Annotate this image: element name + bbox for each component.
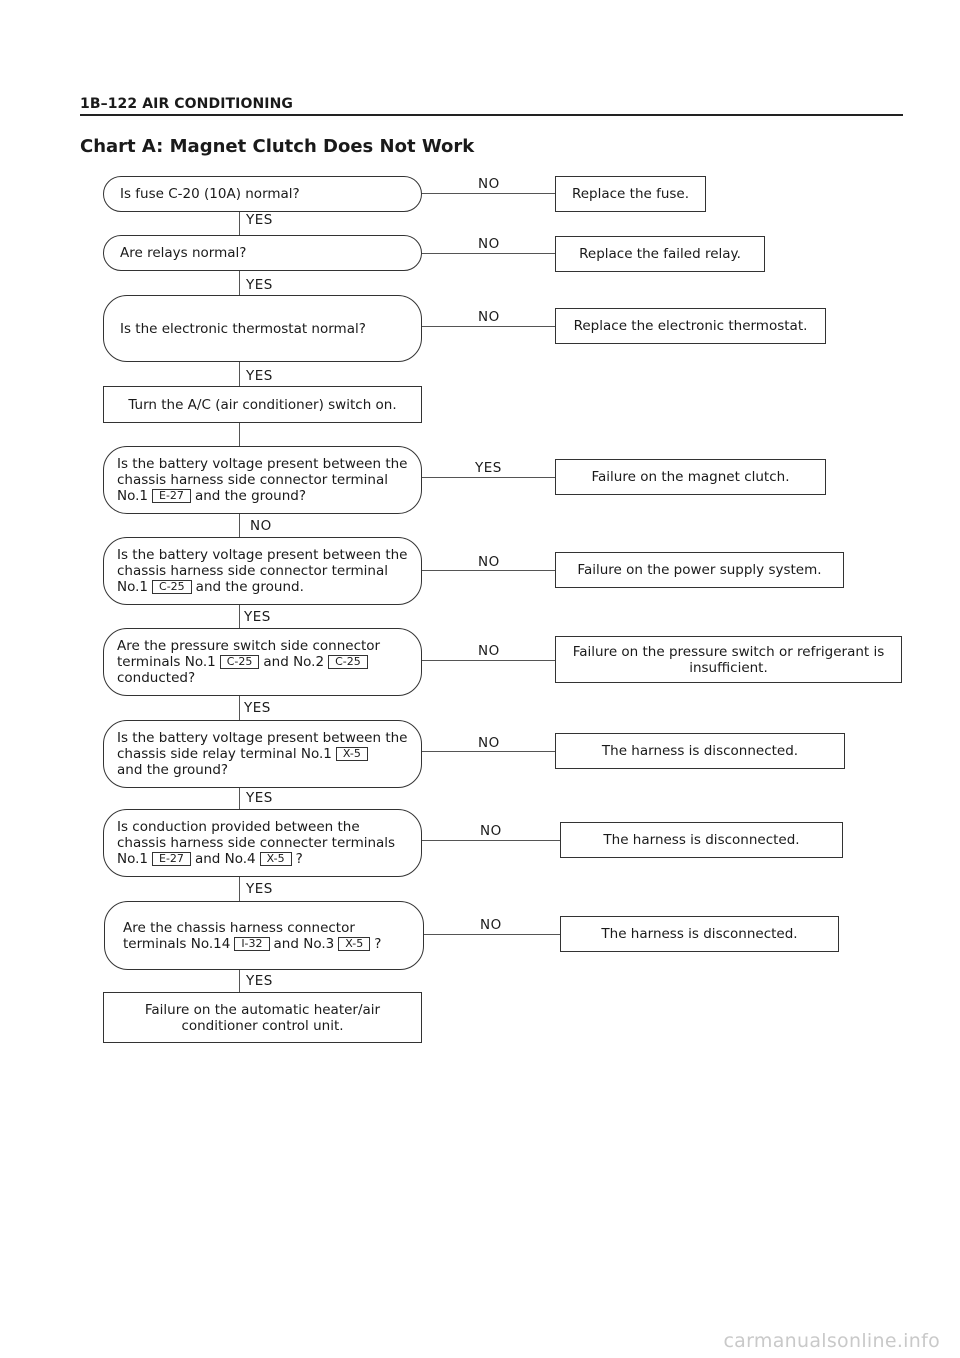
question-relays-normal: Are relays normal? — [103, 235, 422, 271]
connector-h6 — [421, 570, 556, 571]
branch-label-yes-7: YES — [244, 700, 271, 716]
connector-code-x5-b: X-5 — [260, 852, 292, 866]
branch-label-yes-10: YES — [246, 973, 273, 989]
connector-code-c25-a: C-25 — [220, 655, 260, 669]
q9-line1: Is conduction provided between the — [117, 819, 360, 835]
connector-h8 — [421, 751, 556, 752]
question-voltage-e27 — [103, 446, 422, 514]
q7-line1: Are the pressure switch side connector — [117, 638, 381, 654]
question-pressure-switch — [103, 628, 422, 696]
connector-v3 — [239, 361, 240, 387]
branch-label-no-2: NO — [478, 236, 500, 252]
connector-h2 — [421, 253, 556, 254]
q8-line2a: chassis side relay terminal No.1 — [117, 746, 332, 762]
q6-line3b: and the ground. — [195, 579, 304, 595]
action-harness-disconnected-2: The harness is disconnected. — [560, 822, 843, 858]
q5-line3b: and the ground? — [194, 488, 307, 504]
header-rule — [80, 114, 903, 116]
q6-line1: Is the battery voltage present between the — [117, 547, 408, 563]
branch-label-no-5: NO — [250, 518, 272, 534]
question-conduction-e27-x5 — [103, 809, 422, 877]
connector-h3 — [421, 326, 556, 327]
q8-line3: and the ground? — [117, 762, 229, 778]
connector-code-c25: C-25 — [152, 580, 192, 594]
q5-line1: Is the battery voltage present between the — [117, 456, 408, 472]
connector-code-x5-c: X-5 — [338, 937, 370, 951]
q10-line2a: terminals No.14 — [123, 935, 231, 952]
action-replace-relay: Replace the failed relay. — [555, 236, 765, 272]
connector-v8 — [239, 787, 240, 810]
q9-line2: chassis harness side connecter terminals — [117, 835, 396, 851]
connector-v7 — [239, 695, 240, 721]
q6-line3a: No.1 — [117, 579, 149, 595]
q9-line3a: No.1 — [117, 851, 149, 867]
branch-label-no-8: NO — [478, 735, 500, 751]
branch-label-no-7: NO — [478, 643, 500, 659]
connector-h9 — [421, 840, 561, 841]
action-harness-disconnected-3: The harness is disconnected. — [560, 916, 839, 952]
branch-label-yes-2: YES — [246, 277, 273, 293]
q7-line2a: terminals No.1 — [117, 654, 216, 670]
question-terminals-i32-x5 — [104, 901, 424, 970]
action-failure-control-unit: Failure on the automatic heater/air conditioner control unit. — [103, 992, 422, 1043]
branch-label-yes-5: YES — [475, 460, 502, 476]
branch-label-yes-9: YES — [246, 881, 273, 897]
question-thermostat-normal: Is the electronic thermostat normal? — [103, 295, 422, 362]
connector-v5 — [239, 513, 240, 538]
branch-label-yes-1: YES — [246, 212, 273, 228]
connector-code-e27: E-27 — [152, 489, 191, 503]
action-turn-ac-on: Turn the A/C (air conditioner) switch on. — [103, 386, 422, 423]
connector-v2 — [239, 271, 240, 296]
connector-code-c25-b: C-25 — [328, 655, 368, 669]
branch-label-yes-8: YES — [246, 790, 273, 806]
branch-label-no-3: NO — [478, 309, 500, 325]
action-replace-fuse: Replace the fuse. — [555, 176, 706, 212]
connector-v6 — [239, 605, 240, 629]
branch-label-no-1: NO — [478, 176, 500, 192]
action-replace-thermostat: Replace the electronic thermostat. — [555, 308, 826, 344]
q5-line3a: No.1 — [117, 488, 149, 504]
connector-code-e27-b: E-27 — [152, 852, 191, 866]
connector-code-x5: X-5 — [336, 747, 368, 761]
connector-code-i32: I-32 — [234, 937, 269, 951]
action-failure-magnet-clutch: Failure on the magnet clutch. — [555, 459, 826, 495]
action-failure-power-supply: Failure on the power supply system. — [555, 552, 844, 588]
branch-label-no-9: NO — [480, 823, 502, 839]
q9-line3b: and No.4 — [194, 851, 256, 867]
connector-h7 — [421, 660, 556, 661]
q9-line3c: ? — [295, 851, 303, 867]
connector-h10 — [423, 934, 561, 935]
q10-line2c: ? — [374, 935, 382, 952]
question-relay-terminal — [103, 720, 422, 788]
connector-v9 — [239, 876, 240, 902]
watermark: carmanualsonline.info — [723, 1330, 940, 1352]
action-harness-disconnected-1: The harness is disconnected. — [555, 733, 845, 769]
q6-line2: chassis harness side connector terminal — [117, 563, 389, 579]
connector-v1 — [239, 211, 240, 236]
question-voltage-c25 — [103, 537, 422, 605]
branch-label-yes-3: YES — [246, 368, 273, 384]
action-failure-pressure-switch: Failure on the pressure switch or refrigerant is insufficient. — [555, 636, 902, 683]
q7-line2b: and No.2 — [263, 654, 325, 670]
q5-line2: chassis harness side connector terminal — [117, 472, 389, 488]
question-fuse-normal: Is fuse C-20 (10A) normal? — [103, 176, 422, 212]
q7-line3: conducted? — [117, 670, 196, 686]
q10-line1: Are the chassis harness connector — [123, 919, 355, 936]
branch-label-no-6: NO — [478, 554, 500, 570]
chart-title: Chart A: Magnet Clutch Does Not Work — [80, 136, 475, 157]
branch-label-no-10: NO — [480, 917, 502, 933]
connector-h1 — [421, 193, 556, 194]
page-header: 1B–122 AIR CONDITIONING — [80, 96, 294, 112]
q10-line2b: and No.3 — [273, 935, 335, 952]
q8-line1: Is the battery voltage present between the — [117, 730, 408, 746]
connector-v4 — [239, 423, 240, 447]
connector-h5 — [421, 477, 556, 478]
branch-label-yes-6: YES — [244, 609, 271, 625]
connector-v10 — [239, 969, 240, 993]
